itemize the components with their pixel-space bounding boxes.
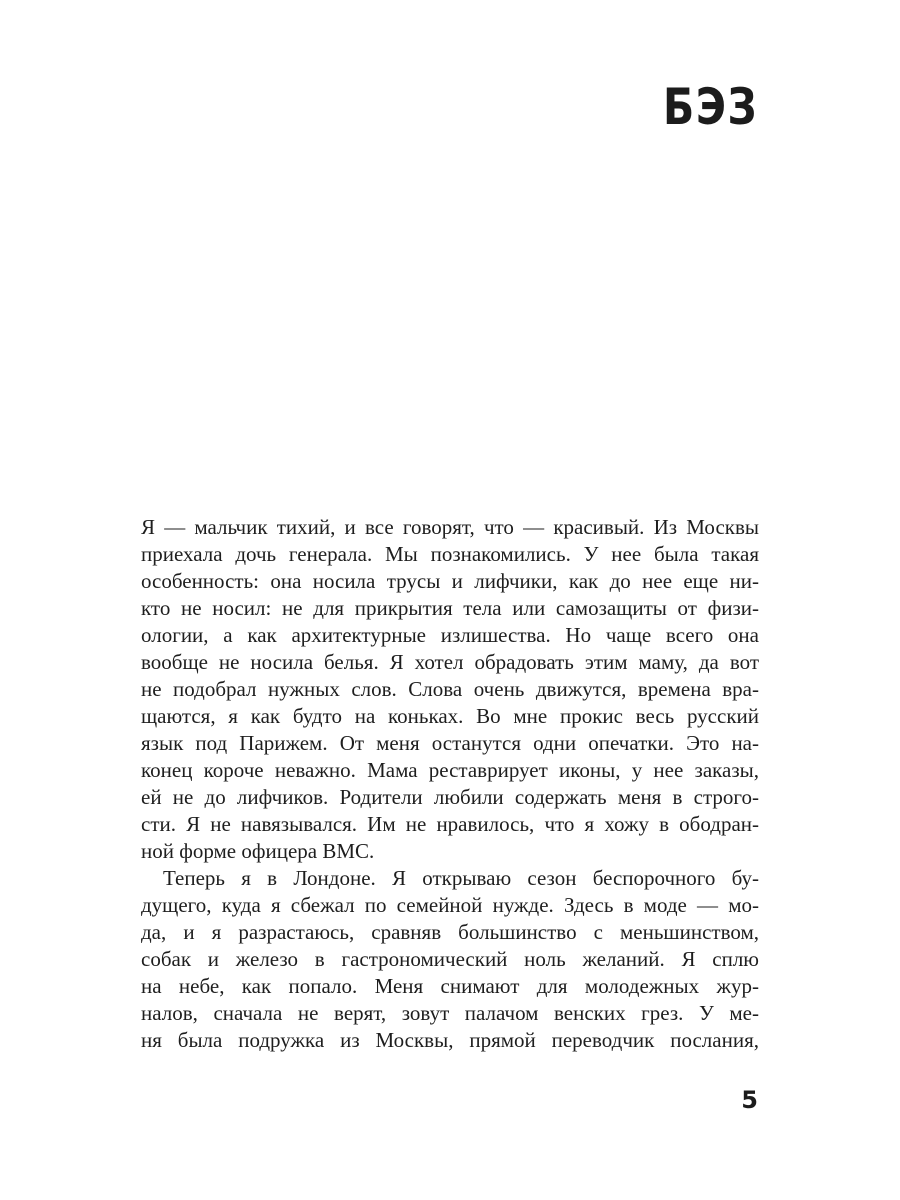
text-line-paragraph-start: Теперь я в Лондоне. Я открываю сезон беспорочного бу- [163, 866, 759, 890]
text-line: щаются, я как будто на коньках. Во мне прокис весь русский [141, 704, 759, 728]
chapter-title: БЭЗ [662, 78, 758, 136]
text-line: дущего, куда я сбежал по семейной нужде. Здесь в моде — мо- [141, 893, 759, 917]
text-line: конец короче неважно. Мама реставрирует иконы, у нее заказы, [141, 758, 759, 782]
text-line: да, и я разрастаюсь, сравняв большинство с меньшинством, [141, 920, 759, 944]
text-line: собак и железо в гастрономический ноль желаний. Я сплю [141, 947, 759, 971]
text-line-paragraph-end: ной форме офицера ВМС. [141, 839, 375, 863]
text-line: вообще не носила белья. Я хотел обрадовать этим маму, да вот [141, 650, 759, 674]
text-line: язык под Парижем. От меня останутся одни опечатки. Это на- [141, 731, 759, 755]
text-line: особенность: она носила трусы и лифчики, как до нее еще ни- [141, 569, 759, 593]
text-line: приехала дочь генерала. Мы познакомились. У нее была такая [141, 542, 759, 566]
page-number: 5 [741, 1086, 758, 1114]
text-line: Я — мальчик тихий, и все говорят, что — красивый. Из Москвы [141, 515, 759, 539]
text-line: ей не до лифчиков. Родители любили содержать меня в строго- [141, 785, 759, 809]
text-line: на небе, как попало. Меня снимают для молодежных жур- [141, 974, 759, 998]
text-line: сти. Я не навязывался. Им не нравилось, что я хожу в ободран- [141, 812, 759, 836]
text-line: ологии, а как архитектурные излишества. Но чаще всего она [141, 623, 759, 647]
body-text [141, 514, 759, 1054]
text-line: кто не носил: не для прикрытия тела или самозащиты от физи- [141, 596, 759, 620]
text-line: не подобрал нужных слов. Слова очень движутся, времена вра- [141, 677, 759, 701]
text-line: ня была подружка из Москвы, прямой переводчик послания, [141, 1028, 759, 1052]
text-line: налов, сначала не верят, зовут палачом венских грез. У ме- [141, 1001, 759, 1025]
